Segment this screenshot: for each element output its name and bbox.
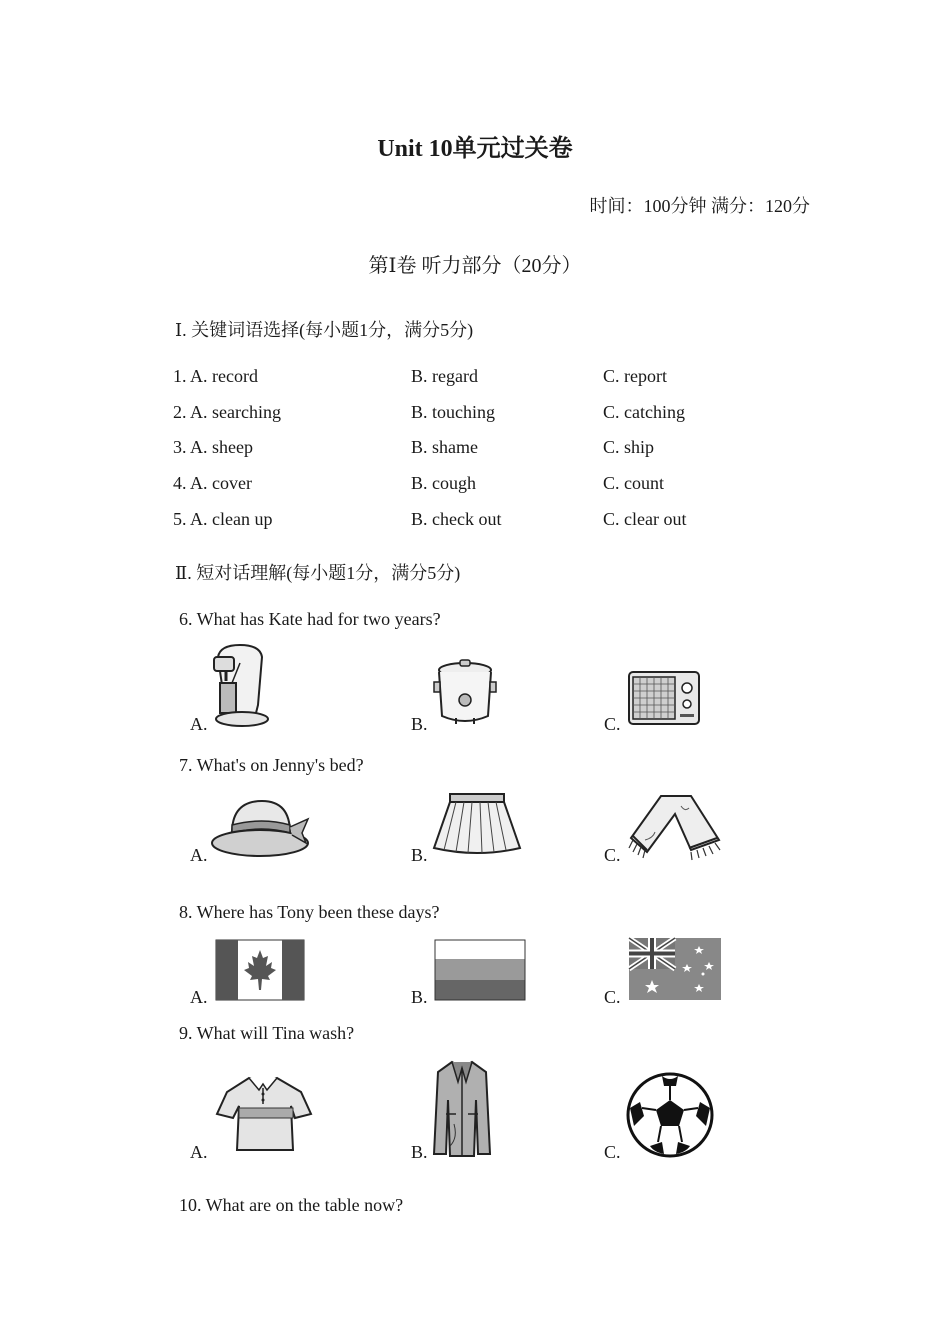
section2-heading: Ⅱ. 短对话理解(每小题1分，满分5分) [175, 563, 461, 583]
option-3c: C. ship [603, 437, 655, 457]
hat-icon [210, 797, 312, 859]
label-b: B. [411, 1142, 428, 1162]
option-2a: 2. A. searching [173, 402, 281, 422]
option-5c: C. clear out [603, 509, 687, 529]
question-9: 9. What will Tina wash? [179, 1023, 355, 1043]
question-8: 8. Where has Tony been these days? [179, 902, 440, 922]
skirt-icon [432, 792, 522, 858]
juicer-icon [210, 643, 270, 729]
question-7: 7. What's on Jenny's bed? [179, 755, 364, 775]
question-10: 10. What are on the table now? [179, 1195, 404, 1215]
microwave-icon [628, 670, 702, 728]
label-c: C. [604, 1142, 621, 1162]
coat-icon [432, 1058, 492, 1160]
australia-flag-icon [629, 938, 721, 1000]
exam-meta: 时间：100分钟 满分：120分 [589, 196, 810, 216]
option-3b: B. shame [411, 437, 478, 457]
label-c: C. [604, 987, 621, 1007]
option-1b: B. regard [411, 366, 478, 386]
option-2c: C. catching [603, 402, 685, 422]
label-b: B. [411, 987, 428, 1007]
rice-cooker-icon [434, 660, 496, 728]
label-a: A. [190, 845, 208, 865]
option-4a: 4. A. cover [173, 473, 252, 493]
option-2b: B. touching [411, 402, 495, 422]
page-title: Unit 10单元过关卷 [377, 136, 573, 162]
shirt-icon [215, 1074, 313, 1154]
label-a: A. [190, 1142, 208, 1162]
russia-flag-icon [435, 940, 525, 1000]
label-b: B. [411, 845, 428, 865]
label-c: C. [604, 714, 621, 734]
option-5b: B. check out [411, 509, 502, 529]
label-a: A. [190, 714, 208, 734]
option-4c: C. count [603, 473, 664, 493]
section1-heading: Ⅰ. 关键词语选择(每小题1分，满分5分) [175, 320, 474, 340]
option-4b: B. cough [411, 473, 476, 493]
part-heading: 第Ⅰ卷 听力部分（20分） [368, 255, 582, 277]
question-6: 6. What has Kate had for two years? [179, 609, 441, 629]
label-a: A. [190, 987, 208, 1007]
option-1a: 1. A. record [173, 366, 258, 386]
option-3a: 3. A. sheep [173, 437, 253, 457]
option-5a: 5. A. clean up [173, 509, 273, 529]
soccer-ball-icon [626, 1072, 714, 1158]
scarf-icon [625, 792, 725, 862]
canada-flag-icon [216, 940, 304, 1000]
label-c: C. [604, 845, 621, 865]
option-1c: C. report [603, 366, 667, 386]
label-b: B. [411, 714, 428, 734]
